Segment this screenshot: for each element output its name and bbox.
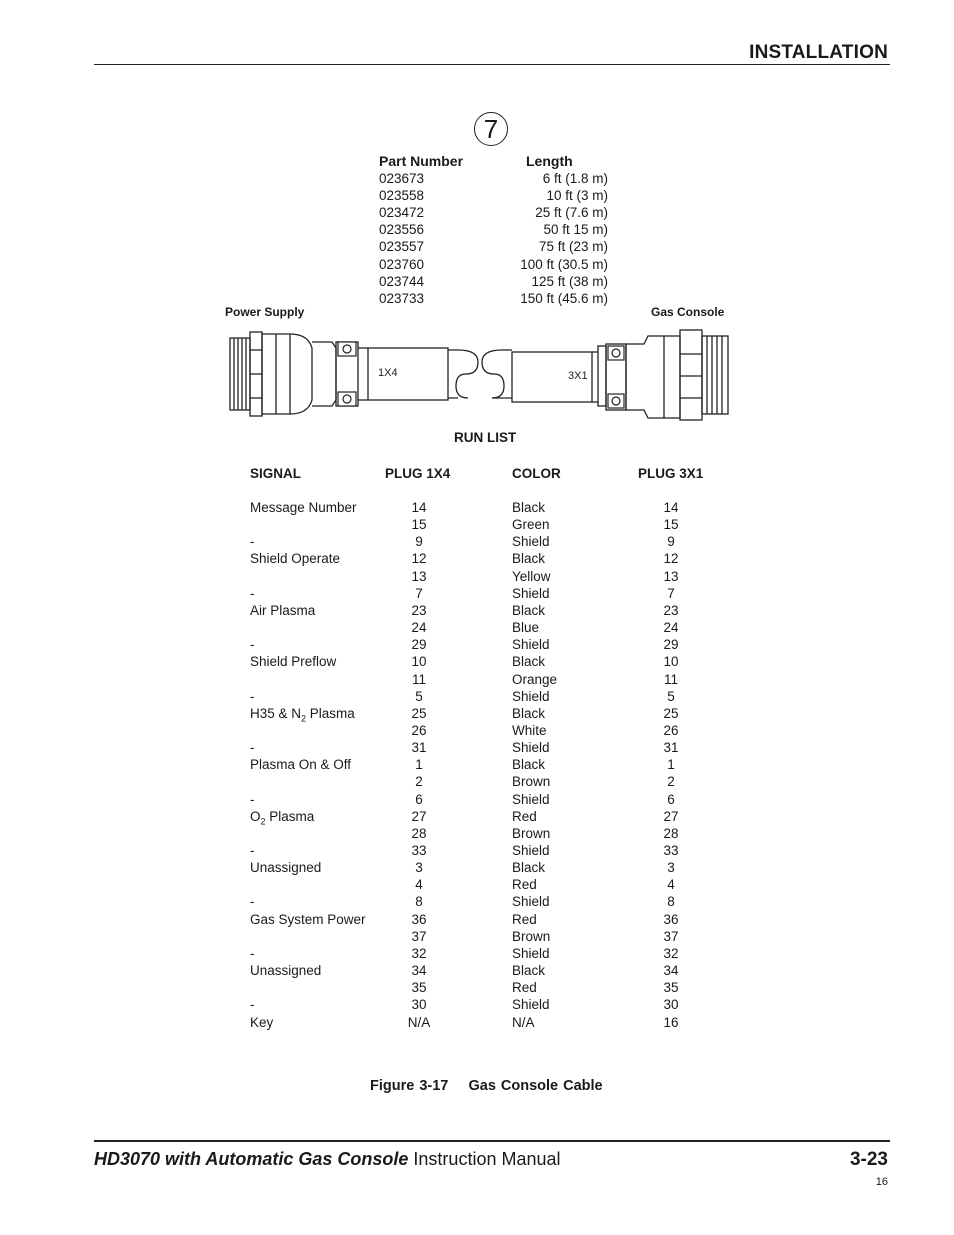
part-length: 25 ft (7.6 m) <box>535 205 608 220</box>
color-cell: Brown <box>512 929 551 944</box>
plug-1x4-cell: 15 <box>411 517 427 532</box>
plug-1x4-header: PLUG 1X4 <box>385 466 451 481</box>
right-connector-body <box>482 330 728 420</box>
color-cell: Shield <box>512 586 550 601</box>
color-cell: Black <box>512 603 546 618</box>
plug-3x1-cell: 29 <box>663 637 679 652</box>
signal-subscript: 2 <box>260 816 266 827</box>
signal-text: H35 & N <box>250 706 302 721</box>
plug-3x1-cell: 30 <box>663 997 679 1012</box>
plug-3x1-cell: 8 <box>667 894 675 909</box>
part-number: 023733 <box>379 291 425 306</box>
plug-1x4-cell: 28 <box>411 826 427 841</box>
part-number: 023557 <box>379 239 425 254</box>
plug-1x4-cell: 35 <box>411 980 427 995</box>
part-number: 023558 <box>379 188 425 203</box>
color-cell: Brown <box>512 774 551 789</box>
section-title: INSTALLATION <box>749 42 888 63</box>
part-number: 023744 <box>379 274 425 289</box>
color-cell: N/A <box>512 1015 535 1030</box>
plug-1x4-cell: 32 <box>411 946 427 961</box>
gas-console-label: Gas Console <box>651 305 725 319</box>
signal-cell: Key <box>250 1015 274 1030</box>
plug-1x4-cell: 8 <box>415 894 423 909</box>
plug-3x1-label: 3X1 <box>568 370 588 382</box>
plug-1x4-cell: 27 <box>411 809 427 824</box>
plug-3x1-cell: 14 <box>663 500 679 515</box>
signal-cell: - <box>250 534 255 549</box>
plug-1x4-cell: 3 <box>415 860 423 875</box>
part-number: 023556 <box>379 222 425 237</box>
signal-cell: - <box>250 843 255 858</box>
signal-cell: - <box>250 894 255 909</box>
plug-1x4-cell: 5 <box>415 689 423 704</box>
color-cell: Shield <box>512 740 550 755</box>
signal-cell: Shield Operate <box>250 551 341 566</box>
plug-1x4-cell: 25 <box>411 706 427 721</box>
plug-1x4-cell: 11 <box>411 672 426 687</box>
color-cell: Black <box>512 757 546 772</box>
plug-1x4-cell: 9 <box>415 534 423 549</box>
plug-1x4-cell: 29 <box>411 637 427 652</box>
footer-doc: Instruction Manual <box>413 1149 561 1169</box>
part-length: 150 ft (45.6 m) <box>520 291 608 306</box>
plug-1x4-cell: 4 <box>415 877 423 892</box>
plug-3x1-cell: 32 <box>663 946 679 961</box>
plug-1x4-cell: 10 <box>411 654 427 669</box>
plug-3x1-cell: 13 <box>663 569 679 584</box>
color-cell: Black <box>512 860 546 875</box>
cable-diagram <box>220 326 740 426</box>
plug-3x1-cell: 35 <box>663 980 679 995</box>
plug-3x1-cell: 37 <box>663 929 679 944</box>
header-rule <box>94 64 890 65</box>
signal-cell: Air Plasma <box>250 603 316 618</box>
plug-3x1-cell: 2 <box>667 774 675 789</box>
color-cell: Shield <box>512 534 550 549</box>
color-cell: Brown <box>512 826 551 841</box>
color-cell: Red <box>512 980 537 995</box>
length-header: Length <box>526 153 573 169</box>
color-cell: Shield <box>512 894 550 909</box>
signal-cell: - <box>250 689 255 704</box>
power-supply-label: Power Supply <box>225 305 305 319</box>
part-number: 023760 <box>379 257 425 272</box>
plug-1x4-cell: 36 <box>411 912 427 927</box>
signal-cell: Plasma On & Off <box>250 757 352 772</box>
plug-1x4-cell: 26 <box>411 723 427 738</box>
plug-3x1-cell: 24 <box>663 620 679 635</box>
run-list-title: RUN LIST <box>454 430 517 445</box>
part-number: 023472 <box>379 205 425 220</box>
signal-header: SIGNAL <box>250 466 302 481</box>
plug-1x4-cell: 13 <box>411 569 427 584</box>
plug-1x4-cell: 33 <box>411 843 427 858</box>
color-cell: Shield <box>512 997 550 1012</box>
plug-1x4-cell: 14 <box>411 500 427 515</box>
plug-3x1-cell: 15 <box>663 517 679 532</box>
color-cell: Yellow <box>512 569 551 584</box>
color-cell: Black <box>512 963 546 978</box>
part-number: 023673 <box>379 171 425 186</box>
signal-cell: - <box>250 637 255 652</box>
color-cell: Red <box>512 809 537 824</box>
signal-cell: Unassigned <box>250 963 322 978</box>
signal-subscript: 2 <box>301 713 307 724</box>
footer-rule <box>94 1140 890 1142</box>
part-length: 125 ft (38 m) <box>531 274 608 289</box>
plug-3x1-cell: 26 <box>663 723 679 738</box>
plug-3x1-cell: 1 <box>667 757 675 772</box>
plug-3x1-cell: 11 <box>663 672 678 687</box>
plug-3x1-cell: 34 <box>663 963 679 978</box>
plug-1x4-cell: 6 <box>415 792 423 807</box>
color-cell: Shield <box>512 792 550 807</box>
plug-3x1-cell: 25 <box>663 706 679 721</box>
color-cell: White <box>512 723 547 738</box>
plug-1x4-cell: 23 <box>411 603 427 618</box>
color-header: COLOR <box>512 466 561 481</box>
part-length: 50 ft 15 m) <box>543 222 608 237</box>
plug-3x1-cell: 10 <box>663 654 679 669</box>
sheet-number: 16 <box>875 1176 888 1188</box>
color-cell: Green <box>512 517 550 532</box>
footer-model: HD3070 with Automatic Gas Console <box>94 1149 409 1169</box>
color-cell: Orange <box>512 672 558 687</box>
plug-1x4-cell: 34 <box>411 963 427 978</box>
plug-1x4-cell: 1 <box>415 757 423 772</box>
plug-1x4-cell: 30 <box>411 997 427 1012</box>
signal-text: O <box>250 809 261 824</box>
plug-3x1-cell: 12 <box>663 551 679 566</box>
signal-cell <box>250 706 355 724</box>
plug-3x1-cell: 7 <box>667 586 675 601</box>
part-length: 10 ft (3 m) <box>546 188 608 203</box>
part-length: 100 ft (30.5 m) <box>520 257 608 272</box>
color-cell: Black <box>512 551 546 566</box>
signal-cell: - <box>250 792 255 807</box>
signal-cell: Message Number <box>250 500 357 515</box>
color-cell: Red <box>512 912 537 927</box>
color-cell: Shield <box>512 637 550 652</box>
plug-3x1-cell: 4 <box>667 877 675 892</box>
plug-1x4-cell: 12 <box>411 551 427 566</box>
color-cell: Shield <box>512 689 550 704</box>
plug-3x1-cell: 23 <box>663 603 679 618</box>
plug-1x4-cell: 24 <box>411 620 427 635</box>
figure-caption: Figure 3-17 Gas Console Cable <box>370 1078 603 1094</box>
signal-cell: - <box>250 946 255 961</box>
signal-text-suffix: Plasma <box>306 706 355 721</box>
plug-1x4-cell: 2 <box>415 774 423 789</box>
plug-1x4-cell: 31 <box>411 740 427 755</box>
plug-3x1-cell: 6 <box>667 792 675 807</box>
signal-cell: - <box>250 997 255 1012</box>
plug-3x1-cell: 33 <box>663 843 679 858</box>
part-number-header: Part Number <box>379 153 464 169</box>
plug-3x1-cell: 36 <box>663 912 679 927</box>
part-length: 6 ft (1.8 m) <box>542 171 608 186</box>
signal-cell: Gas System Power <box>250 912 366 927</box>
plug-1x4-label: 1X4 <box>378 367 398 379</box>
plug-3x1-cell: 28 <box>663 826 679 841</box>
signal-cell: - <box>250 740 255 755</box>
color-cell: Red <box>512 877 537 892</box>
plug-3x1-cell: 27 <box>663 809 679 824</box>
signal-cell <box>250 809 314 827</box>
callout-number: 7 <box>474 112 508 146</box>
plug-1x4-cell: 37 <box>411 929 427 944</box>
plug-3x1-cell: 31 <box>663 740 679 755</box>
plug-3x1-cell: 9 <box>667 534 675 549</box>
plug-1x4-cell: 7 <box>415 586 423 601</box>
signal-cell: Shield Preflow <box>250 654 337 669</box>
part-length: 75 ft (23 m) <box>538 239 608 254</box>
color-cell: Black <box>512 706 546 721</box>
footer-title <box>94 1149 561 1170</box>
color-cell: Blue <box>512 620 540 635</box>
plug-3x1-header: PLUG 3X1 <box>638 466 704 481</box>
page-number: 3-23 <box>849 1149 888 1170</box>
color-cell: Black <box>512 654 546 669</box>
signal-cell: - <box>250 586 255 601</box>
color-cell: Shield <box>512 843 550 858</box>
color-cell: Black <box>512 500 546 515</box>
plug-3x1-cell: 16 <box>663 1015 679 1030</box>
plug-3x1-cell: 5 <box>667 689 675 704</box>
signal-cell: Unassigned <box>250 860 322 875</box>
plug-1x4-cell: N/A <box>407 1015 431 1030</box>
plug-3x1-cell: 3 <box>667 860 675 875</box>
signal-text-suffix: Plasma <box>265 809 315 824</box>
color-cell: Shield <box>512 946 550 961</box>
